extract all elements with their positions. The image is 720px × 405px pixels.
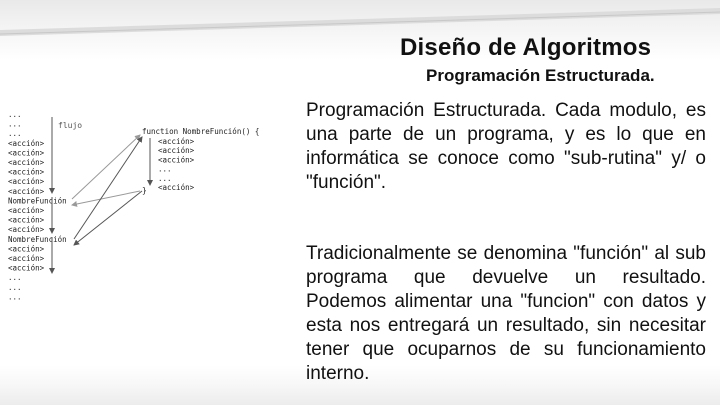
function-close-brace: } (142, 186, 147, 195)
main-listing-line: <acción> (8, 215, 45, 225)
function-body-listing (158, 137, 195, 192)
call-arrow-1 (72, 135, 140, 199)
main-listing-line: <acción> (8, 186, 45, 196)
main-listing-line: <acción> (8, 263, 45, 273)
function-listing-line: <acción> (158, 183, 195, 192)
function-listing-line: <acción> (158, 146, 195, 156)
function-header: function NombreFunción() { (142, 127, 260, 136)
main-program-listing (8, 110, 67, 301)
main-listing-line: <acción> (8, 254, 45, 263)
function-listing-line: <acción> (158, 137, 195, 146)
flow-diagram (0, 105, 300, 305)
main-listing-line: ... (8, 282, 22, 292)
paragraph-2: Tradicionalmente se denomina "función" al sub programa que devuelve un resultado. Podemos alimentar una "funcion" con datos y esta nos entregará un resultado, sin necesitar tener que ocuparnos de su funcionamiento interno. (306, 243, 706, 384)
main-listing-line: <acción> (8, 167, 45, 177)
main-listing-line: <acción> (8, 206, 45, 215)
slide-title: Diseño de Algoritmos (400, 34, 652, 61)
function-listing-line: <acción> (158, 155, 195, 165)
return-arrow-1 (72, 191, 140, 205)
main-listing-line: <acción> (8, 225, 45, 235)
main-listing-line: NombreFunción (8, 196, 67, 206)
main-listing-line: ... (8, 292, 22, 302)
main-listing-line: NombreFunción (8, 234, 67, 244)
main-listing-line: <acción> (8, 158, 45, 167)
main-listing-line: <acción> (8, 138, 45, 148)
main-listing-line: ... (8, 129, 22, 139)
paragraph-1: Programación Estructurada. Cada modulo, es una parte de un programa, y es lo que en informática se conoce como "sub-rutina" y/ o "función". (306, 100, 706, 193)
return-arrow-2 (74, 191, 142, 245)
main-listing-line: <acción> (8, 244, 45, 254)
main-listing-line: <acción> (8, 177, 45, 187)
main-listing-line: ... (8, 273, 22, 283)
main-listing-line: ... (8, 110, 22, 119)
main-listing-line: <acción> (8, 148, 45, 158)
slide-subtitle: Programación Estructurada. (426, 66, 655, 85)
function-listing-line: ... (158, 164, 172, 174)
function-listing-line: ... (158, 173, 172, 183)
flow-label: flujo (58, 121, 83, 130)
main-listing-line: ... (8, 119, 22, 129)
